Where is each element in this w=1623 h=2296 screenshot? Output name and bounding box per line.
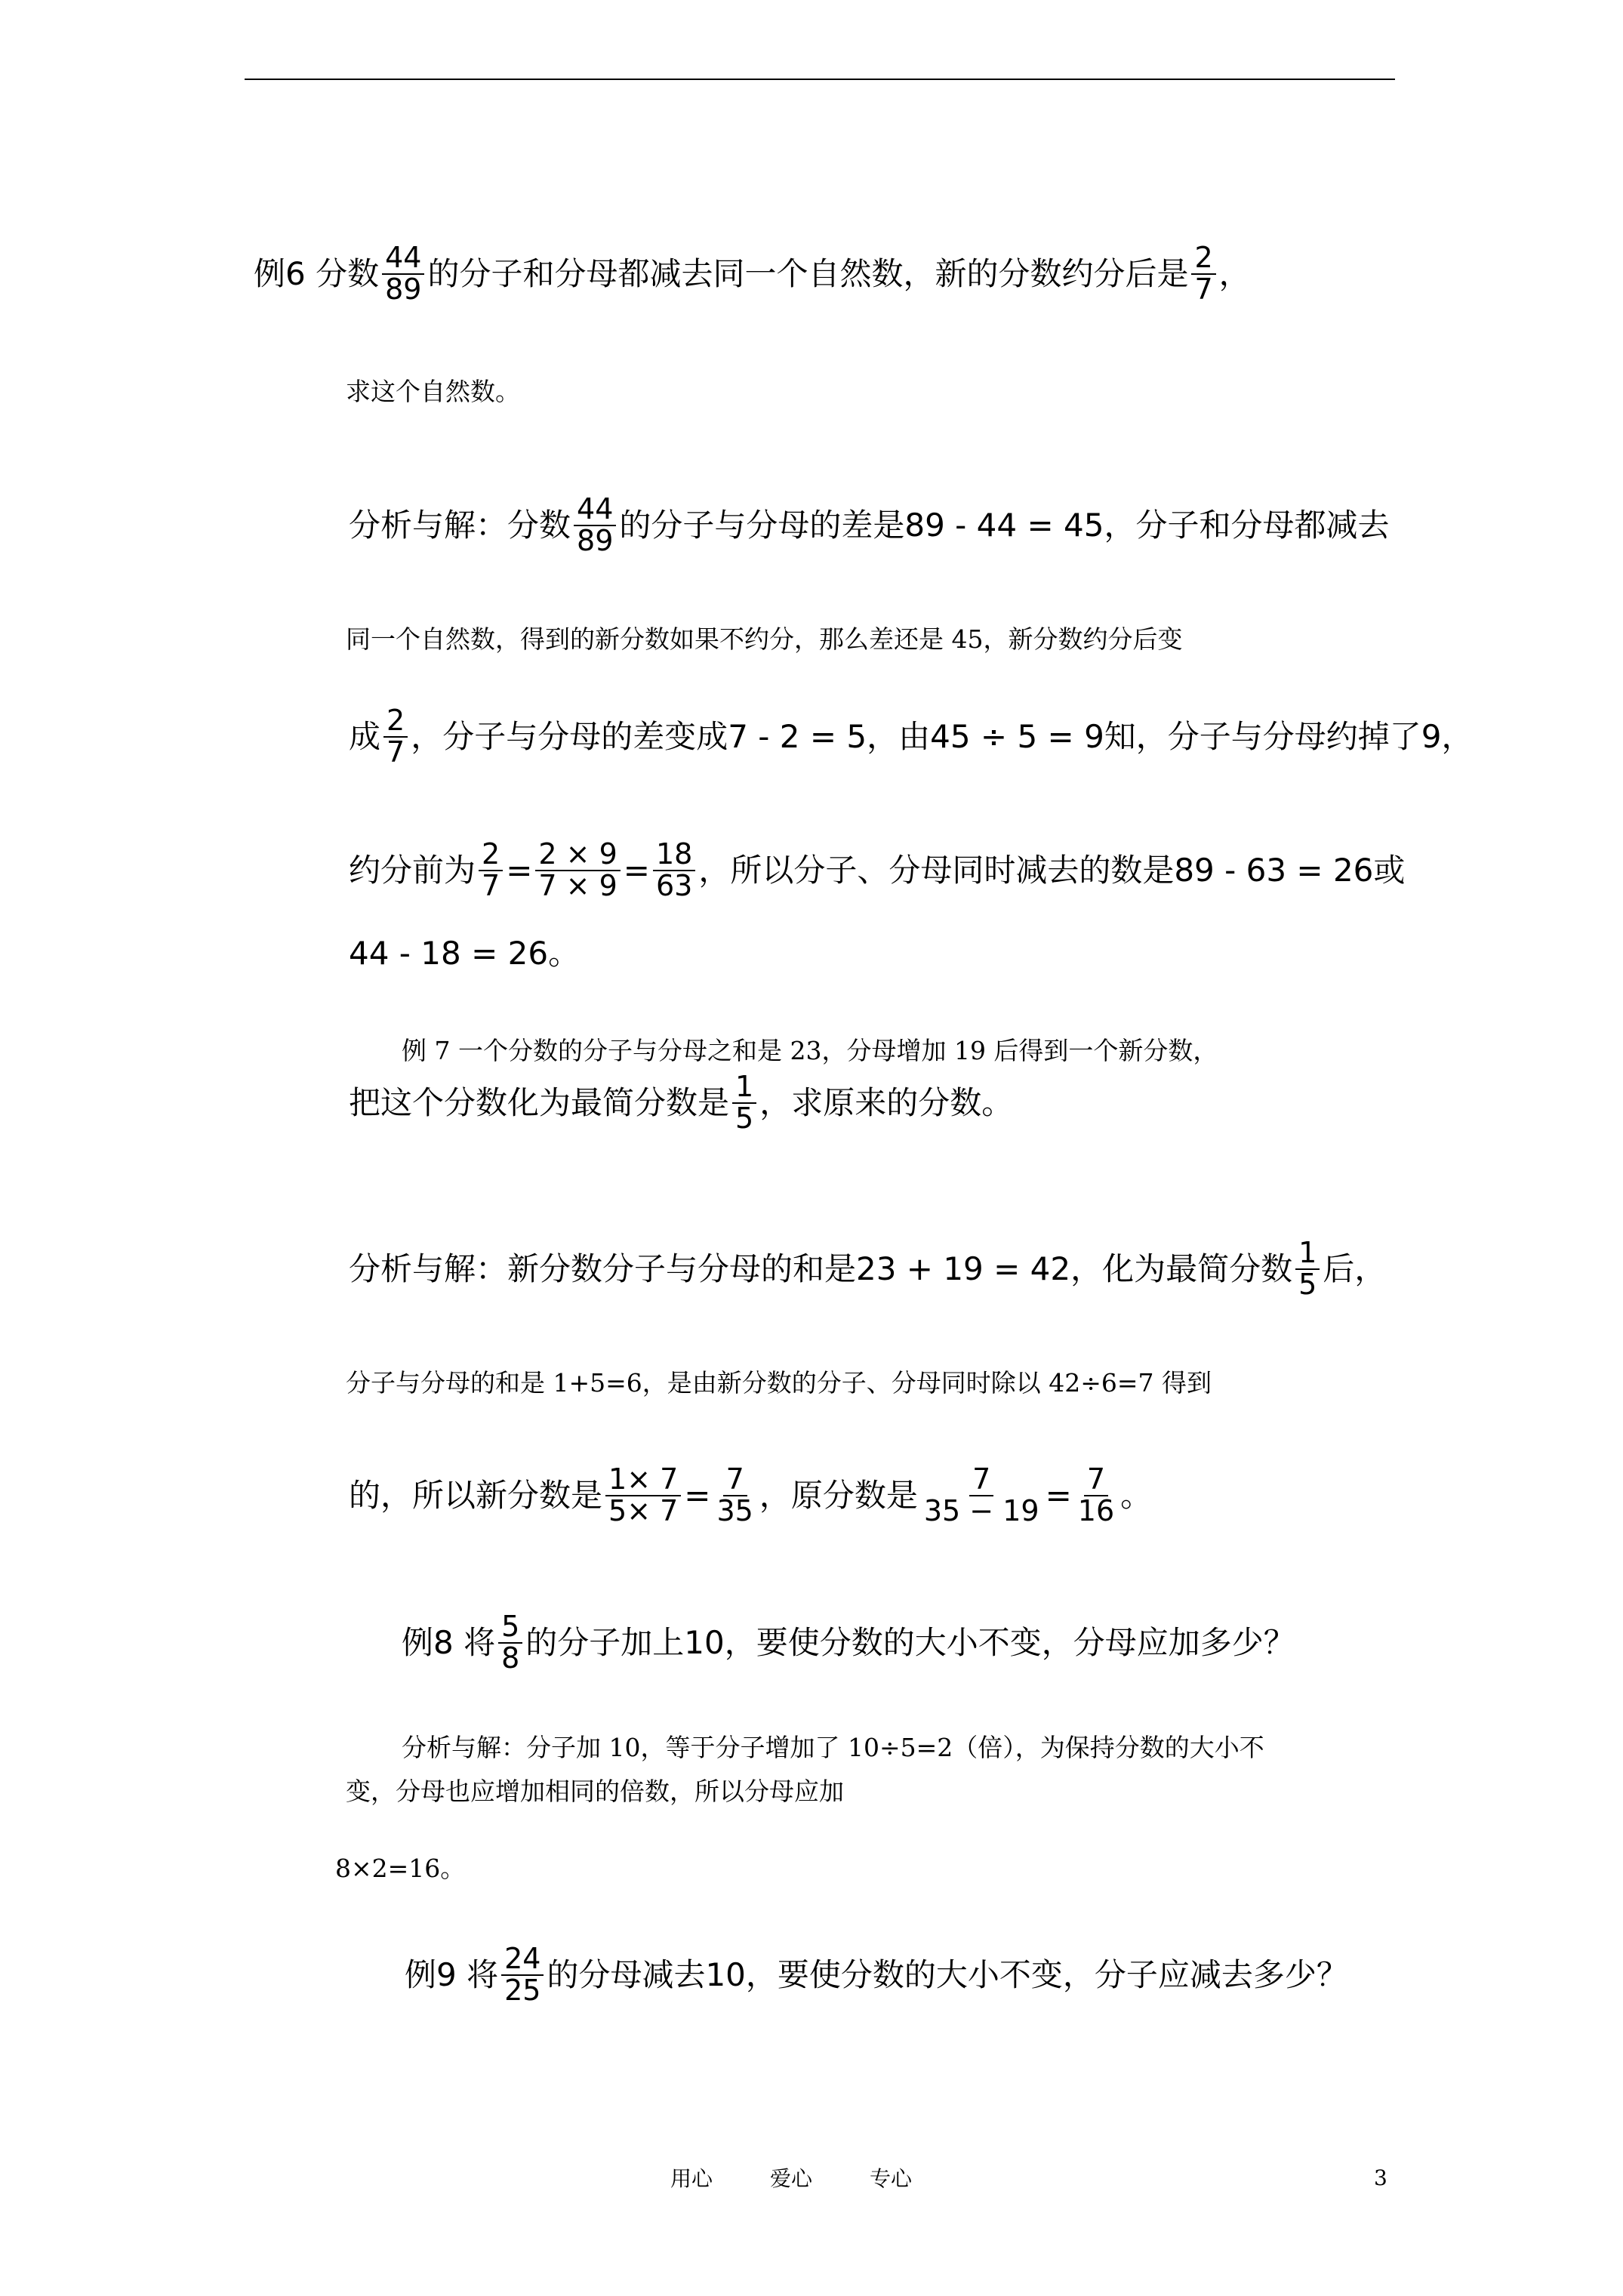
example-9-question: 例9 将 $\frac{24}{25}$ 的分母减去10，要使分数的大小不变，分子应减去多少？ (405, 1942, 1348, 2007)
example-6-label: 例6 分数 (254, 254, 380, 292)
example-6-solution-line4: 约分前为 $\frac{2}{7}$ = $\frac{2 \times 9}{7 \times 9}$ = $\frac{18}{63}$ ，所以分子、分母同时减去的数是89 - 63 = 26或 (349, 837, 1406, 902)
fraction-2x9-7x9: $\frac{2 \times 9}{7 \times 9}$ (535, 840, 620, 901)
fraction-1-5: $\frac{1}{5}$ (1295, 1238, 1320, 1300)
example-7-solution-line1: 分析与解：新分数分子与分母的和是23 + 19 = 42，化为最简分数 $\frac{1}{5}$ 后， (349, 1236, 1387, 1301)
example-6-question-line2: 求这个自然数。 (346, 377, 520, 406)
fraction-5-8: $\frac{5}{8}$ (498, 1612, 522, 1674)
example-6-question: 例6 分数 $\frac{44}{89}$ 的分子和分母都减去同一个自然数，新的分数约分后是 $\frac{2}{7}$ ， (254, 241, 1251, 306)
example-6-solution-line5: 44 - 18 = 26。 (349, 935, 581, 972)
footer-motto-2: 爱心 (770, 2166, 813, 2191)
example-6-solution-line1: 分析与解：分数 $\frac{44}{89}$ 的分子与分母的差是89 - 44 = 45，分子和分母都减去 (349, 492, 1390, 557)
example-6-text: 的分子和分母都减去同一个自然数，新的分数约分后是 (427, 254, 1189, 292)
fraction-7-16: $\frac{7}{16}$ (1077, 1462, 1115, 1527)
example-8-solution-line1: 分析与解：分子加 10，等于分子增加了 10÷5=2（倍），为保持分数的大小不 (402, 1733, 1264, 1762)
example-7-question-line2: 把这个分数化为最简分数是 $\frac{1}{5}$ ，求原来的分数。 (349, 1070, 1014, 1135)
fraction-2-7: $\frac{2}{7}$ (1191, 243, 1215, 305)
example-7-solution-line3: 的，所以新分数是 $\frac{1\times 7}{5\times 7}$ = $\frac{7}{35}$ ，原分数是 $\frac{7}{35 - 19}$ = $\frac{7}{16}$ 。 (349, 1462, 1153, 1527)
fraction-2-7: $\frac{2}{7}$ (383, 706, 408, 768)
header-rule (245, 79, 1395, 80)
fraction-44-89: $\frac{44}{89}$ (574, 495, 616, 556)
fraction-7-35minus19: $\frac{7}{35 - 19}$ (923, 1462, 1039, 1527)
example-6-solution-line3: 成 $\frac{2}{7}$ ，分子与分母的差变成7 - 2 = 5，由45 ÷ 5 = 9知，分子与分母约掉了9， (349, 704, 1474, 769)
example-8-question: 例8 将 $\frac{5}{8}$ 的分子加上10，要使分数的大小不变，分母应加多少？ (402, 1610, 1295, 1675)
fraction-44-89: $\frac{44}{89}$ (382, 243, 424, 305)
example-8-solution-line3: 8×2=16。 (335, 1854, 466, 1883)
example-8-solution-line2: 变，分母也应增加相同的倍数，所以分母应加 (346, 1777, 844, 1806)
example-7-solution-line2: 分子与分母的和是 1+5=6，是由新分数的分子、分母同时除以 42÷6=7 得到 (346, 1368, 1212, 1398)
footer-motto-3: 专心 (870, 2166, 913, 2191)
fraction-1x7-5x7: $\frac{1\times 7}{5\times 7}$ (605, 1465, 681, 1527)
example-7-question-line1: 例 7 一个分数的分子与分母之和是 23，分母增加 19 后得到一个新分数， (402, 1036, 1218, 1065)
example-6-solution-line2: 同一个自然数，得到的新分数如果不约分，那么差还是 45，新分数约分后变 (346, 624, 1183, 654)
fraction-2-7: $\frac{2}{7}$ (479, 840, 503, 901)
fraction-18-63: $\frac{18}{63}$ (653, 840, 695, 901)
footer-motto-1: 用心 (670, 2166, 713, 2191)
fraction-7-35: $\frac{7}{35}$ (716, 1462, 753, 1527)
fraction-24-25: $\frac{24}{25}$ (501, 1944, 544, 2006)
page-number: 3 (1374, 2165, 1387, 2190)
fraction-1-5: $\frac{1}{5}$ (732, 1072, 756, 1134)
